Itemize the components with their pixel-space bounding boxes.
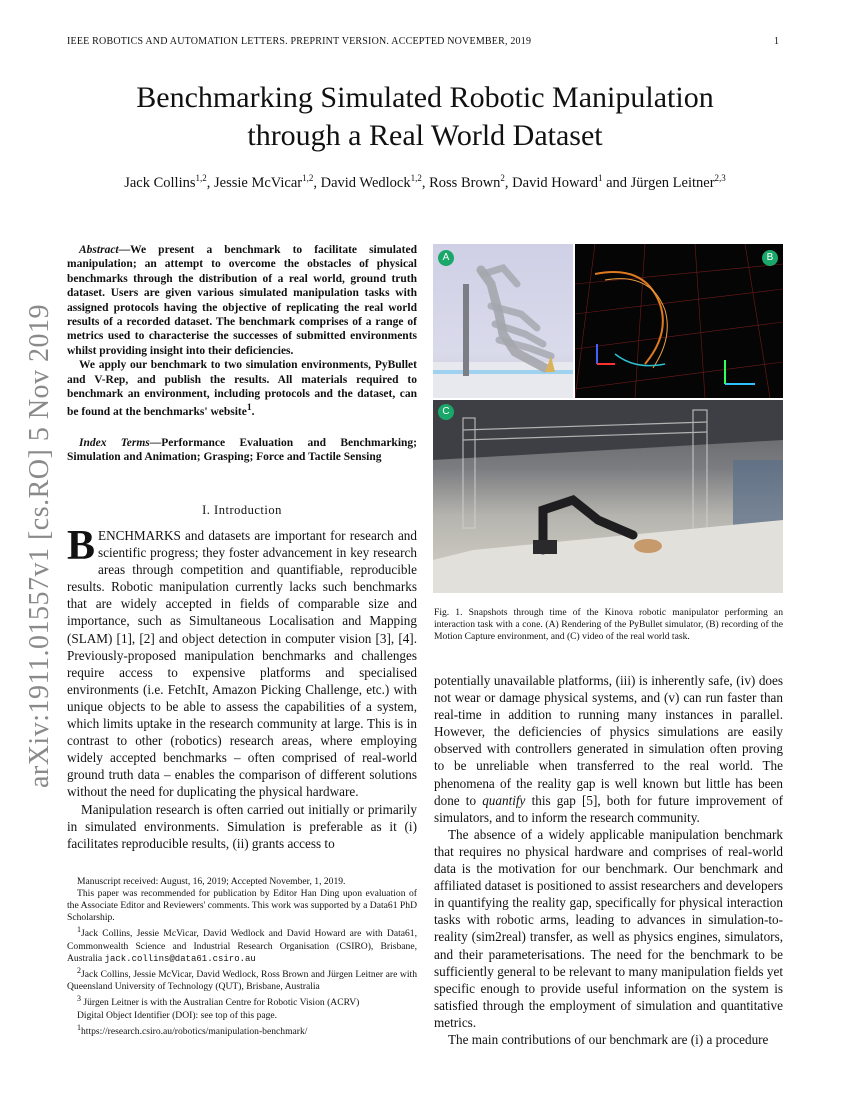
right-paragraph-2: The absence of a widely applicable manipulation benchmark that requires no physical hardware and comprises of real-world data is the motivation for our benchmark. Our benchmark and affiliated dataset is positioned to assist researchers and developers in quantifying the reality gap, specifically for physical interaction tasks with robotic arms, leading to advances in simulation-to-reality (sim2real) transfer, as well as physics engines, simulators, and their parameterisations. The need for the benchmark to be sufficiently general to be relevant to many manipulation fields yet specific enough to provide useful information on the system is satisfied through the employment of simulation and quantitative metrics. [434,826,783,1030]
drop-cap: B [67,523,96,569]
right-paragraph-1b: this gap [5], both for future improvement of simulators, and to inform the research community. [434,792,783,825]
arxiv-stamp: arXiv:1911.01557v1 [cs.RO] 5 Nov 2019 [24,303,55,789]
author: Jürgen Leitner [630,174,715,191]
section-heading: I. Introduction [202,503,282,517]
motion-capture-illustration [575,244,783,398]
email-link[interactable]: jack.collins@data61.csiro.au [104,953,256,964]
footnote-mark: 2 [77,965,81,975]
footnote-mark: 1 [77,1022,81,1032]
affiliation-mark: 1,2 [195,173,207,183]
footnote-mark: 1 [77,925,81,935]
abstract-text-2: We apply our benchmark to two simulation environments, PyBullet and V-Rep, and publish the results. All materials required to benchmark an environment, including protocols and the dataset, can be found at the benchmarks' website [67,359,417,419]
title-line-1: Benchmarking Simulated Robotic Manipulation [136,81,714,114]
footnote-ref: 1 [246,402,252,414]
right-paragraph-3: The main contributions of our benchmark are (i) a procedure [448,1031,769,1047]
page-number: 1 [774,36,779,47]
panel-label-b: B [762,250,778,266]
intro-paragraph-2: Manipulation research is often carried out initially or primarily in simulated environments. Simulation is preferable as it (i) facilitates reproducible results, (ii) grants access to [67,801,417,851]
footnote-received: Manuscript received: August, 16, 2019; Accepted November, 1, 2019. [77,876,346,887]
affiliation-mark: 1,2 [410,173,422,183]
footnote-affiliation-2: Jack Collins, Jessie McVicar, David Wedlock, Ross Brown and Jürgen Leitner are with Queensland University of Technology (QUT), Brisbane, Australia [67,969,417,993]
panel-label-c: C [438,404,454,420]
footnotes [67,876,417,1038]
panel-label-a: A [438,250,454,266]
title-line-2: through a Real World Dataset [247,119,603,152]
author: Jack Collins [124,174,196,191]
index-terms-label: Index Terms [79,437,150,449]
figure-panel-a [433,244,573,398]
author: Ross Brown [429,174,501,191]
intro-paragraph-1: ENCHMARKS and datasets are important for research and scientific progress; they foster advancement in key research areas through competition and quantifiable, reproducible results. Robotic manipulation currently lacks such benchmarks that are widely accepted in fields of comparable size and importance, such as Simultaneous Localisation and Mapping (SLAM) [1], [2] and object detection in computer vision [3], [4]. Previously-proposed manipulation benchmarks and challenges require access to expensive platforms and specialised environments (i.e. FetchIt, Amazon Picking Challenge, etc.) with unique objects to be able to assess the capabilities of a system, which limits uptake in the research community at large. This is in contrast to other (robotics) research areas, where employing widely accepted benchmarks – often comprised of real-world ground truth data – enables the comparison of different solutions without the need for duplicating the physical hardware. [67,528,417,800]
index-terms [67,436,417,465]
right-paragraph-1a: potentially unavailable platforms, (iii) is inherently safe, (iv) does not wear or damage physical systems, and (v) can run faster than real-time in addition to running many instances in parallel. However, the deficiencies of physics simulations are easily observed with controllers generated in simulation often proving to be unreliable when transferred to the real world. The phenomena of the reality gap is well known but little has been done to [434,673,783,808]
affiliation-mark: 1,2 [302,173,314,183]
author: David Wedlock [320,174,411,191]
author: David Howard [512,174,598,191]
benchmark-url-link[interactable]: https://research.csiro.au/robotics/manipulation-benchmark/ [81,1025,308,1037]
affiliation-mark: 1 [597,173,603,183]
affiliation-mark: 2,3 [714,173,726,183]
abstract-label: Abstract [79,244,119,256]
footnote-recommended: This paper was recommended for publication by Editor Han Ding upon evaluation of the Associate Editor and Reviewers' comments. This work was supported by a Data61 PhD Scholarship. [67,888,417,924]
abstract [67,243,417,420]
emphasis-quantify: quantify [482,792,526,808]
abstract-end: . [251,406,255,419]
footnote-affiliation-1: Jack Collins, Jessie McVicar, David Wedlock and David Howard are with Data61, Commonwealth Science and Industrial Research Organisation (CSIRO), Brisbane, Australia [67,928,417,964]
footnote-affiliation-3: Jürgen Leitner is with the Australian Centre for Robotic Vision (ACRV) [81,997,360,1009]
author: Jessie McVicar [214,174,303,191]
footnote-mark: 3 [77,994,81,1004]
footnote-doi: Digital Object Identifier (DOI): see top of this page. [77,1009,278,1021]
real-world-video-illustration [433,400,783,593]
index-terms-text: —Performance Evaluation and Benchmarking; Simulation and Animation; Grasping; Force and Tactile Sensing [67,437,417,464]
right-column-text [434,672,783,1048]
running-header: IEEE ROBOTICS AND AUTOMATION LETTERS. PREPRINT VERSION. ACCEPTED NOVEMBER, 2019 [67,36,532,47]
introduction-text [67,523,417,852]
author-list: Jack Collins$^{1,2}$, Jessie McVicar$^{1,2}$, David Wedlock$^{1,2}$, Ross Brown$^2$, David Howard$^1$ and Jürgen Leitner$^{2,3}$ [124,173,726,191]
figure-panel-b [575,244,783,398]
paper-title [40,79,810,155]
affiliation-mark: 2 [500,173,505,183]
figure-caption: Fig. 1. Snapshots through time of the Kinova robotic manipulator performing an interaction task with a cone. (A) Rendering of the PyBullet simulator, (B) recording of the Motion Capture environment, and (C) video of the real world task. [434,607,783,643]
figure-panel-c [433,400,783,593]
pybullet-render-illustration [433,244,573,398]
abstract-text-1: —We present a benchmark to facilitate simulated manipulation; an attempt to overcome the obstacles of physical benchmarks through the distribution of a real world, ground truth dataset. Users are given various simulated manipulation tasks with assigned protocols having the objective of replicating the real world results of a recorded dataset. The benchmark comprises of a range of metrics used to characterise the successes of submitted environments whilst providing insight into their deficiencies. [67,244,417,357]
